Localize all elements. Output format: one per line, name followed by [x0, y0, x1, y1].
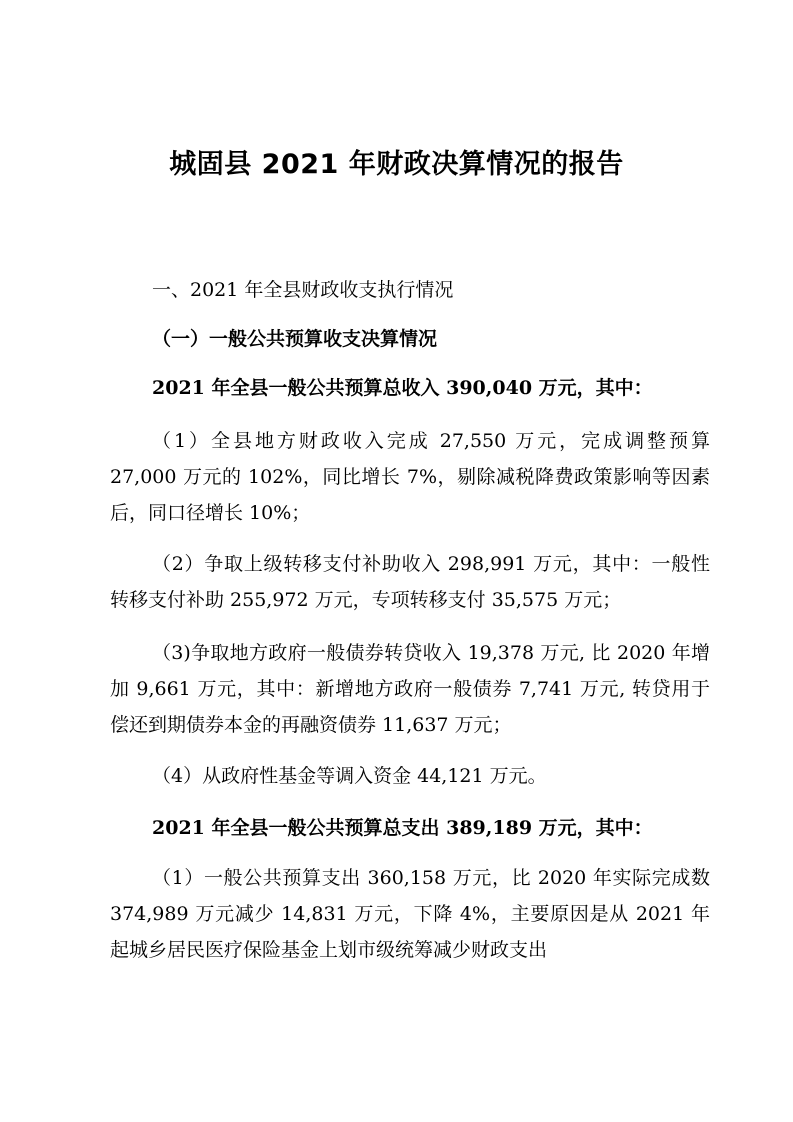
revenue-item-3-paragraph: （3)争取地方政府一般债券转贷收入 19,378 万元, 比 2020 年增加 9,661 万元，其中：新增地方政府一般债券 7,741 万元, 转贷用于偿还到期债券本金的再融资债券 11,637 万元； — [110, 642, 710, 736]
subsection-heading: （一）一般公共预算收支决算情况 — [152, 328, 438, 350]
revenue-item-2-paragraph: （2）争取上级转移支付补助收入 298,991 万元，其中：一般性转移支付补助 255,972 万元，专项转移支付 35,575 万元； — [110, 553, 710, 611]
revenue-total-paragraph: 2021 年全县一般公共预算总收入 390,040 万元，其中： — [152, 377, 653, 399]
document-title: 城固县 2021 年财政决算情况的报告 — [169, 149, 624, 180]
section-heading: 一、2021 年全县财政收支执行情况 — [152, 279, 454, 301]
revenue-item-4-paragraph: （4）从政府性基金等调入资金 44,121 万元。 — [152, 765, 547, 787]
revenue-item-1-paragraph: （1）全县地方财政收入完成 27,550 万元，完成调整预算 27,000 万元的 102%，同比增长 7%，剔除减税降费政策影响等因素后，同口径增长 10%； — [110, 430, 710, 524]
expenditure-item-1-paragraph: （1）一般公共预算支出 360,158 万元，比 2020 年实际完成数 374,989 万元减少 14,831 万元，下降 4%，主要原因是从 2021 年起城乡居民医疗保险基金上划市级统筹减少财政支出 — [110, 867, 710, 961]
expenditure-total-paragraph: 2021 年全县一般公共预算总支出 389,189 万元，其中： — [152, 817, 653, 839]
